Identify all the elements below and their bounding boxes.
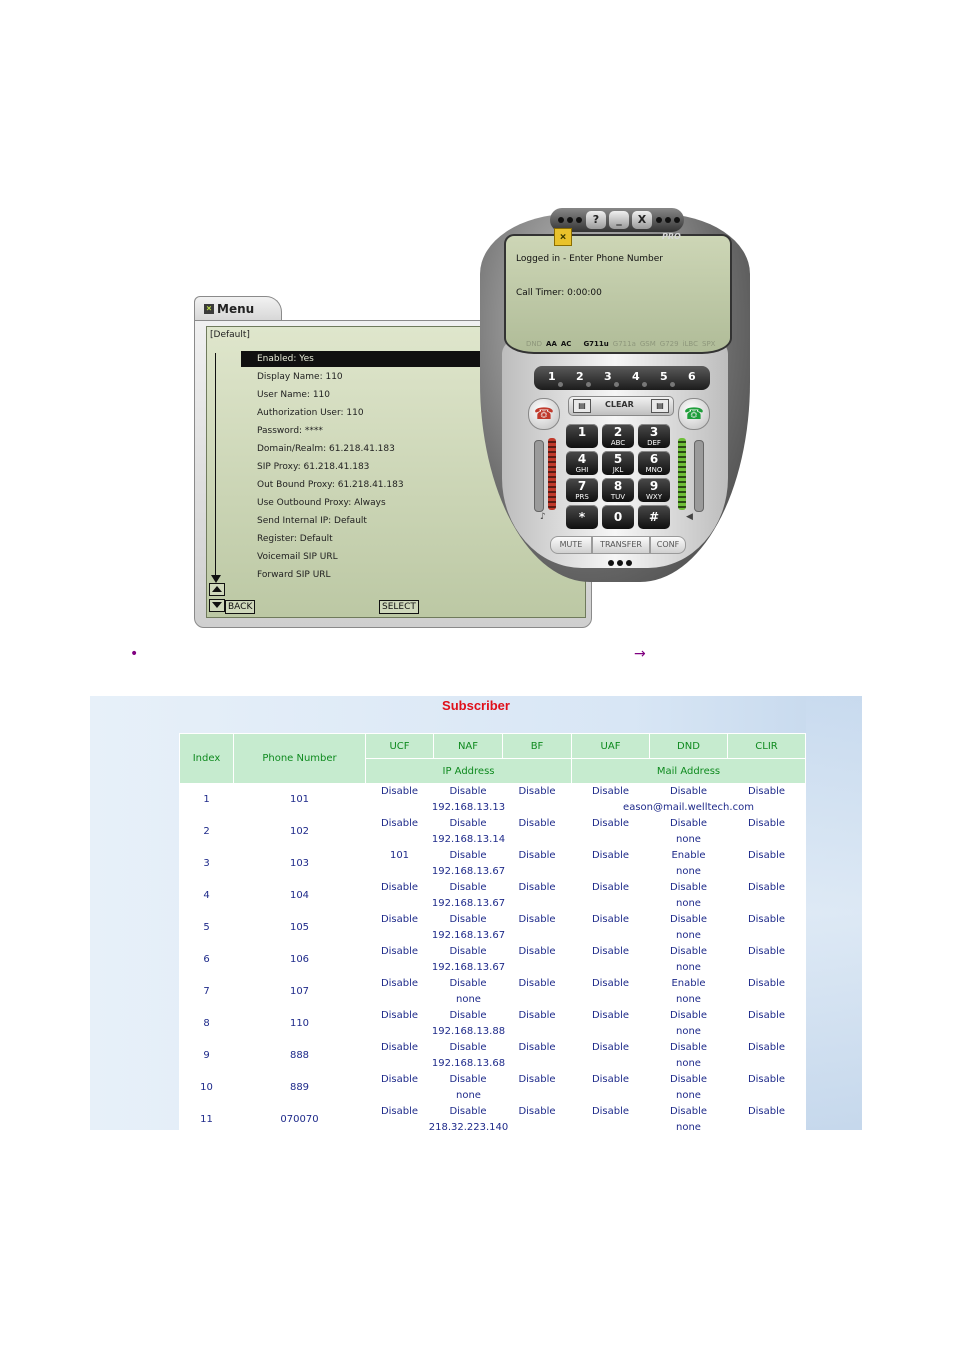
subscriber-table: [179, 733, 806, 1136]
grille-dot: [674, 217, 680, 223]
grille-dot: [576, 217, 582, 223]
cell-ip-address: 192.168.13.13: [366, 800, 572, 816]
line-3-button[interactable]: 3: [604, 370, 612, 383]
cell-mail-address: eason@mail.welltech.com: [572, 800, 806, 816]
cell-bf: Disable: [503, 944, 572, 960]
cell-bf: Disable: [503, 784, 572, 800]
cell-ip-address: 192.168.13.14: [366, 832, 572, 848]
close-button[interactable]: X: [632, 211, 652, 229]
key-1[interactable]: 1: [566, 424, 598, 448]
cell-ucf: Disable: [366, 1040, 434, 1056]
cell-dnd: Disable: [650, 912, 728, 928]
codec-g729: G729: [659, 340, 679, 348]
cell-bf: Disable: [503, 1072, 572, 1088]
key-star[interactable]: *: [566, 505, 598, 529]
cell-naf: Disable: [434, 944, 503, 960]
cell-mail-address: none: [572, 1056, 806, 1072]
grille-dot: [656, 217, 662, 223]
col-bf: BF: [503, 734, 572, 759]
menu-scroll-arrow-icon: [211, 575, 221, 583]
codec-g711a: G711a: [612, 340, 636, 348]
cell-phone-number: 102: [234, 816, 366, 848]
cell-dnd: Disable: [650, 880, 728, 896]
cell-index: 8: [180, 1008, 234, 1040]
phone-call-icon: ☎: [684, 404, 704, 423]
cell-ucf: Disable: [366, 816, 434, 832]
table-row: [180, 1072, 806, 1088]
cell-mail-address: none: [572, 1088, 806, 1104]
cell-dnd: Disable: [650, 1040, 728, 1056]
table-row: [180, 784, 806, 800]
cell-clir: Disable: [728, 1072, 806, 1088]
cell-ucf: Disable: [366, 944, 434, 960]
cell-naf: Disable: [434, 816, 503, 832]
table-row: [180, 1104, 806, 1120]
cell-phone-number: 889: [234, 1072, 366, 1104]
cell-index: 3: [180, 848, 234, 880]
line-led: [642, 382, 647, 387]
header-row: [180, 734, 806, 759]
codec-indicators: [526, 340, 715, 348]
menu-item-authorization-user[interactable]: Authorization User: 110: [257, 408, 364, 418]
grille-dot: [665, 217, 671, 223]
microphone-icon: ♪: [540, 512, 546, 522]
line-4-button[interactable]: 4: [632, 370, 640, 383]
cell-naf: Disable: [434, 1040, 503, 1056]
cell-phone-number: 103: [234, 848, 366, 880]
bullet-icon: •: [130, 646, 139, 662]
cell-mail-address: none: [572, 992, 806, 1008]
menu-scroll-line: [215, 353, 216, 579]
line-led: [670, 382, 675, 387]
hangup-button[interactable]: [528, 398, 560, 430]
key-4[interactable]: 4 GHI: [566, 451, 598, 475]
menu-item-forward-sip-url[interactable]: Forward SIP URL: [257, 570, 331, 580]
menu-item-display-name[interactable]: Display Name: 110: [257, 372, 343, 382]
key-2[interactable]: 2 ABC: [602, 424, 634, 448]
grille-dot: [567, 217, 573, 223]
grille-dot: [608, 560, 614, 566]
cell-ip-address: 218.32.223.140: [366, 1120, 572, 1136]
call-timer: Call Timer: 0:00:00: [516, 288, 602, 298]
cell-phone-number: 070070: [234, 1104, 366, 1136]
cell-index: 9: [180, 1040, 234, 1072]
col-ucf: UCF: [366, 734, 434, 759]
cell-ucf: 101: [366, 848, 434, 864]
cell-phone-number: 888: [234, 1040, 366, 1072]
cell-ucf: Disable: [366, 1008, 434, 1024]
table-row: [180, 912, 806, 928]
transfer-button[interactable]: TRANSFER: [592, 536, 650, 554]
col-dnd: DND: [650, 734, 728, 759]
cell-index: 2: [180, 816, 234, 848]
menu-logo-icon: ×: [204, 304, 214, 314]
mic-volume-slider[interactable]: [534, 440, 544, 512]
minimize-button[interactable]: _: [609, 211, 629, 229]
line-2-button[interactable]: 2: [576, 370, 584, 383]
cell-clir: Disable: [728, 1040, 806, 1056]
speaker-icon: ◀: [686, 512, 693, 522]
cell-index: 1: [180, 784, 234, 816]
cell-bf: Disable: [503, 912, 572, 928]
table-row: [180, 880, 806, 896]
cell-ip-address: 192.168.13.67: [366, 928, 572, 944]
cell-dnd: Disable: [650, 1008, 728, 1024]
cell-clir: Disable: [728, 784, 806, 800]
cell-ip-address: 192.168.13.67: [366, 896, 572, 912]
menu-item-register[interactable]: Register: Default: [257, 534, 333, 544]
cell-naf: Disable: [434, 1072, 503, 1088]
menu-item-password[interactable]: Password: ****: [257, 426, 323, 436]
menu-profile-label: [Default]: [210, 330, 250, 340]
cell-mail-address: none: [572, 832, 806, 848]
cell-clir: Disable: [728, 816, 806, 832]
col-uaf: UAF: [572, 734, 650, 759]
cell-clir: Disable: [728, 944, 806, 960]
phone-status-text: Logged in - Enter Phone Number: [516, 254, 663, 264]
cell-uaf: Disable: [572, 784, 650, 800]
table-row: [180, 816, 806, 832]
line-led: [586, 382, 591, 387]
select-button[interactable]: SELECT: [379, 600, 419, 614]
cell-clir: Disable: [728, 976, 806, 992]
clear-button[interactable]: CLEAR: [605, 400, 634, 409]
grille-dot: [558, 217, 564, 223]
line-1-button[interactable]: 1: [548, 370, 556, 383]
arrow-right-icon: →: [634, 646, 646, 662]
key-8[interactable]: 8 TUV: [602, 478, 634, 502]
arrow-down-icon: [212, 602, 222, 608]
function-row: [568, 396, 674, 416]
cell-dnd: Disable: [650, 944, 728, 960]
key-7[interactable]: 7 PRS: [566, 478, 598, 502]
cell-naf: Disable: [434, 848, 503, 864]
cell-dnd: Disable: [650, 1072, 728, 1088]
codec-gsm: GSM: [639, 340, 656, 348]
cell-mail-address: none: [572, 896, 806, 912]
scroll-down-button[interactable]: [209, 599, 225, 612]
arrow-up-icon: [212, 586, 222, 592]
menu-title-text: Menu: [217, 302, 255, 316]
cell-uaf: Disable: [572, 1040, 650, 1056]
cell-dnd: Enable: [650, 848, 728, 864]
cell-clir: Disable: [728, 1008, 806, 1024]
cell-naf: Disable: [434, 1008, 503, 1024]
cell-naf: Disable: [434, 880, 503, 896]
cell-ip-address: 192.168.13.68: [366, 1056, 572, 1072]
cell-bf: Disable: [503, 1104, 572, 1120]
cell-uaf: Disable: [572, 912, 650, 928]
table-row: [180, 976, 806, 992]
menu-item-enabled[interactable]: Enabled: Yes: [241, 351, 591, 367]
cell-ucf: Disable: [366, 880, 434, 896]
codec-ilbc: iLBC: [682, 340, 698, 348]
cell-ucf: Disable: [366, 912, 434, 928]
table-row: [180, 848, 806, 864]
key-9[interactable]: 9 WXY: [638, 478, 670, 502]
cell-uaf: Disable: [572, 816, 650, 832]
line-led: [614, 382, 619, 387]
flag-aa: AA: [546, 340, 557, 348]
cell-uaf: Disable: [572, 1072, 650, 1088]
speaker-level-meter: [678, 438, 686, 510]
cell-uaf: Disable: [572, 848, 650, 864]
cell-ucf: Disable: [366, 1072, 434, 1088]
cell-phone-number: 105: [234, 912, 366, 944]
cell-mail-address: none: [572, 864, 806, 880]
codec-spx: SPX: [702, 340, 716, 348]
phone-hangup-icon: ☎: [534, 404, 554, 423]
phone-display: [504, 234, 732, 354]
cell-index: 10: [180, 1072, 234, 1104]
subscriber-title: Subscriber: [442, 698, 510, 713]
menu-item-user-name[interactable]: User Name: 110: [257, 390, 330, 400]
col-phone-number: Phone Number: [234, 734, 366, 784]
cell-bf: Disable: [503, 1040, 572, 1056]
menu-item-out-bound-proxy[interactable]: Out Bound Proxy: 61.218.41.183: [257, 480, 404, 490]
cell-index: 6: [180, 944, 234, 976]
cell-phone-number: 104: [234, 880, 366, 912]
app-logo-icon: ×: [554, 228, 572, 246]
key-0[interactable]: 0: [602, 505, 634, 529]
softphone: [480, 204, 752, 584]
cell-dnd: Disable: [650, 1104, 728, 1120]
cell-ip-address: 192.168.13.67: [366, 960, 572, 976]
menu-title: [204, 302, 254, 316]
cell-phone-number: 110: [234, 1008, 366, 1040]
pro-badge: PRO: [662, 232, 681, 241]
subscriber-panel: [90, 696, 862, 1133]
cell-bf: Disable: [503, 848, 572, 864]
table-row: [180, 1008, 806, 1024]
cell-mail-address: none: [572, 1024, 806, 1040]
cell-index: 11: [180, 1104, 234, 1136]
cell-ucf: Disable: [366, 1104, 434, 1120]
col-ip-address: IP Address: [366, 759, 572, 784]
key-5[interactable]: 5 JKL: [602, 451, 634, 475]
cell-phone-number: 101: [234, 784, 366, 816]
cell-bf: Disable: [503, 816, 572, 832]
codec-g711u: G711u: [583, 340, 609, 348]
cell-uaf: Disable: [572, 976, 650, 992]
speaker-volume-slider[interactable]: [694, 440, 704, 512]
cell-ip-address: none: [366, 992, 572, 1008]
cell-phone-number: 106: [234, 944, 366, 976]
cell-clir: Disable: [728, 880, 806, 896]
col-clir: CLIR: [728, 734, 806, 759]
col-mail-address: Mail Address: [572, 759, 806, 784]
cell-ucf: Disable: [366, 784, 434, 800]
cell-ip-address: none: [366, 1088, 572, 1104]
grille-dot: [617, 560, 623, 566]
cell-mail-address: none: [572, 1120, 806, 1136]
cell-uaf: Disable: [572, 880, 650, 896]
menu-item-sip-proxy[interactable]: SIP Proxy: 61.218.41.183: [257, 462, 370, 472]
key-6[interactable]: 6 MNO: [638, 451, 670, 475]
line-led: [558, 382, 563, 387]
mic-level-meter: [548, 438, 556, 510]
cell-mail-address: none: [572, 960, 806, 976]
cell-index: 4: [180, 880, 234, 912]
cell-clir: Disable: [728, 848, 806, 864]
grille-dot: [626, 560, 632, 566]
menu-item-domain-realm[interactable]: Domain/Realm: 61.218.41.183: [257, 444, 395, 454]
table-row: [180, 944, 806, 960]
decorative-background: [806, 696, 862, 1130]
call-button[interactable]: [678, 398, 710, 430]
cell-dnd: Enable: [650, 976, 728, 992]
mute-button[interactable]: MUTE: [550, 536, 592, 554]
cell-uaf: Disable: [572, 1008, 650, 1024]
conf-button[interactable]: CONF: [650, 536, 686, 554]
table-row: [180, 1040, 806, 1056]
cell-uaf: Disable: [572, 1104, 650, 1120]
scroll-up-button[interactable]: [209, 583, 225, 596]
col-naf: NAF: [434, 734, 503, 759]
cell-ip-address: 192.168.13.88: [366, 1024, 572, 1040]
cell-uaf: Disable: [572, 944, 650, 960]
line-keys: [534, 366, 710, 390]
cell-index: 7: [180, 976, 234, 1008]
flag-ac: AC: [560, 340, 572, 348]
cell-clir: Disable: [728, 912, 806, 928]
phonebook-button[interactable]: ▤: [573, 399, 591, 413]
menu-item-send-internal-ip[interactable]: Send Internal IP: Default: [257, 516, 367, 526]
cell-index: 5: [180, 912, 234, 944]
key-3[interactable]: 3 DEF: [638, 424, 670, 448]
menu-item-use-outbound-proxy[interactable]: Use Outbound Proxy: Always: [257, 498, 386, 508]
menu-item-voicemail-sip-url[interactable]: Voicemail SIP URL: [257, 552, 338, 562]
flag-dnd: DND: [526, 340, 543, 348]
cell-ip-address: 192.168.13.67: [366, 864, 572, 880]
cell-phone-number: 107: [234, 976, 366, 1008]
cell-naf: Disable: [434, 784, 503, 800]
col-index: Index: [180, 734, 234, 784]
cell-bf: Disable: [503, 976, 572, 992]
cell-bf: Disable: [503, 1008, 572, 1024]
cell-dnd: Disable: [650, 784, 728, 800]
cell-ucf: Disable: [366, 976, 434, 992]
back-button[interactable]: BACK: [225, 600, 255, 614]
cell-naf: Disable: [434, 1104, 503, 1120]
cell-naf: Disable: [434, 976, 503, 992]
cell-bf: Disable: [503, 880, 572, 896]
cell-dnd: Disable: [650, 816, 728, 832]
line-5-button[interactable]: 5: [660, 370, 668, 383]
key-hash[interactable]: #: [638, 505, 670, 529]
help-button[interactable]: ?: [586, 211, 606, 229]
line-6-button[interactable]: 6: [688, 370, 696, 383]
call-log-button[interactable]: ▤: [651, 399, 669, 413]
cell-clir: Disable: [728, 1104, 806, 1120]
cell-naf: Disable: [434, 912, 503, 928]
cell-mail-address: none: [572, 928, 806, 944]
